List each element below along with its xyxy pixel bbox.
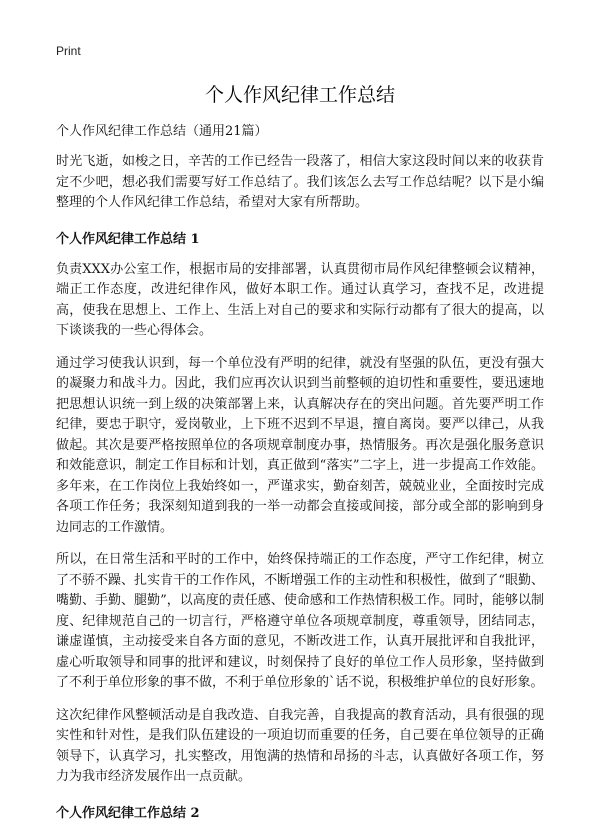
section-1-paragraph-3: 所以，在日常生活和平时的工作中，始终保持端正的工作态度，严守工作纪律，树立了不骄不躁、扎实肯干的工作作风，不断增强工作的主动性和积极性，做到了“眼勤、嘴勤、手勤、腿勤”，以高度的责任感、使命感和工作热情积极工作。同时，能够以制度、纪律规范自己的一切言行，严格遵守单位各项规章制度，尊重领导，团结同志，谦虚谨慎，主动接受来自各方面的意见，不断改进工作，认真开展批评和自我批评，虚心听取领导和同事的批评和建议，时刻保持了良好的单位工作人员形象，坚持做到了不利于单位形象的事不做，不利于单位形象的`话不说，积极维护单位的良好形象。 [56,552,544,690]
section-1-paragraph-1: 负责XXX办公室工作，根据市局的安排部署，认真贯彻市局作风纪律整顿会议精神，端正工作态度，改进纪律作风，做好本职工作。通过认真学习，查找不足，改进提高，使我在思想上、工作上、生活上对自己的要求和实际行动都有了很大的提高，以下谈谈我的一些心得体会。 [56,261,544,338]
section-1-paragraph-4: 这次纪律作风整顿活动是自我改造、自我完善，自我提高的教育活动，具有很强的现实性和针对性，是我们队伍建设的一项迫切而重要的任务，自己要在单位领导的正确领导下，认真学习，扎实整改，用饱满的热情和昂扬的斗志，认真做好各项工作，努力为我市经济发展作出一点贡献。 [56,707,544,784]
document-body [56,121,544,828]
print-link[interactable]: Print [56,44,81,58]
section-heading-1: 个人作风纪律工作总结 1 [56,231,200,247]
document-subtitle: 个人作风纪律工作总结（通用21篇） [56,124,268,139]
document-title: 个人作风纪律工作总结 [204,84,395,106]
section-heading-2: 个人作风纪律工作总结 2 [56,805,200,821]
intro-paragraph: 时光飞逝，如梭之日，辛苦的工作已经告一段落了，相信大家这段时间以来的收获肯定不少吧，想必我们需要写好工作总结了。我们该怎么去写工作总结呢？以下是小编整理的个人作风纪律工作总结，希望对大家有所帮助。 [56,154,544,210]
section-1-paragraph-2: 通过学习使我认识到，每一个单位没有严明的纪律，就没有坚强的队伍，更没有强大的凝聚力和战斗力。因此，我们应再次认识到当前整顿的迫切性和重要性，要迅速地把思想认识统一到上级的决策部署上来，认真解决存在的突出问题。首先要严明工作纪律，要忠于职守，爱岗敬业，上下班不迟到不早退，擅自离岗。要严以律己，从我做起。其次是要严格按照单位的各项规章制度办事，热情服务。再次是强化服务意识和效能意识，制定工作目标和计划，真正做到“落实”二字上，进一步提高工作效能。多年来，在工作岗位上我始终如一，严谨求实，勤奋刻苦，兢兢业业，全面按时完成各项工作任务；我深刻知道到我的一举一动都会直接或间接，部分或全部的影响到身边同志的工作激情。 [56,355,544,535]
